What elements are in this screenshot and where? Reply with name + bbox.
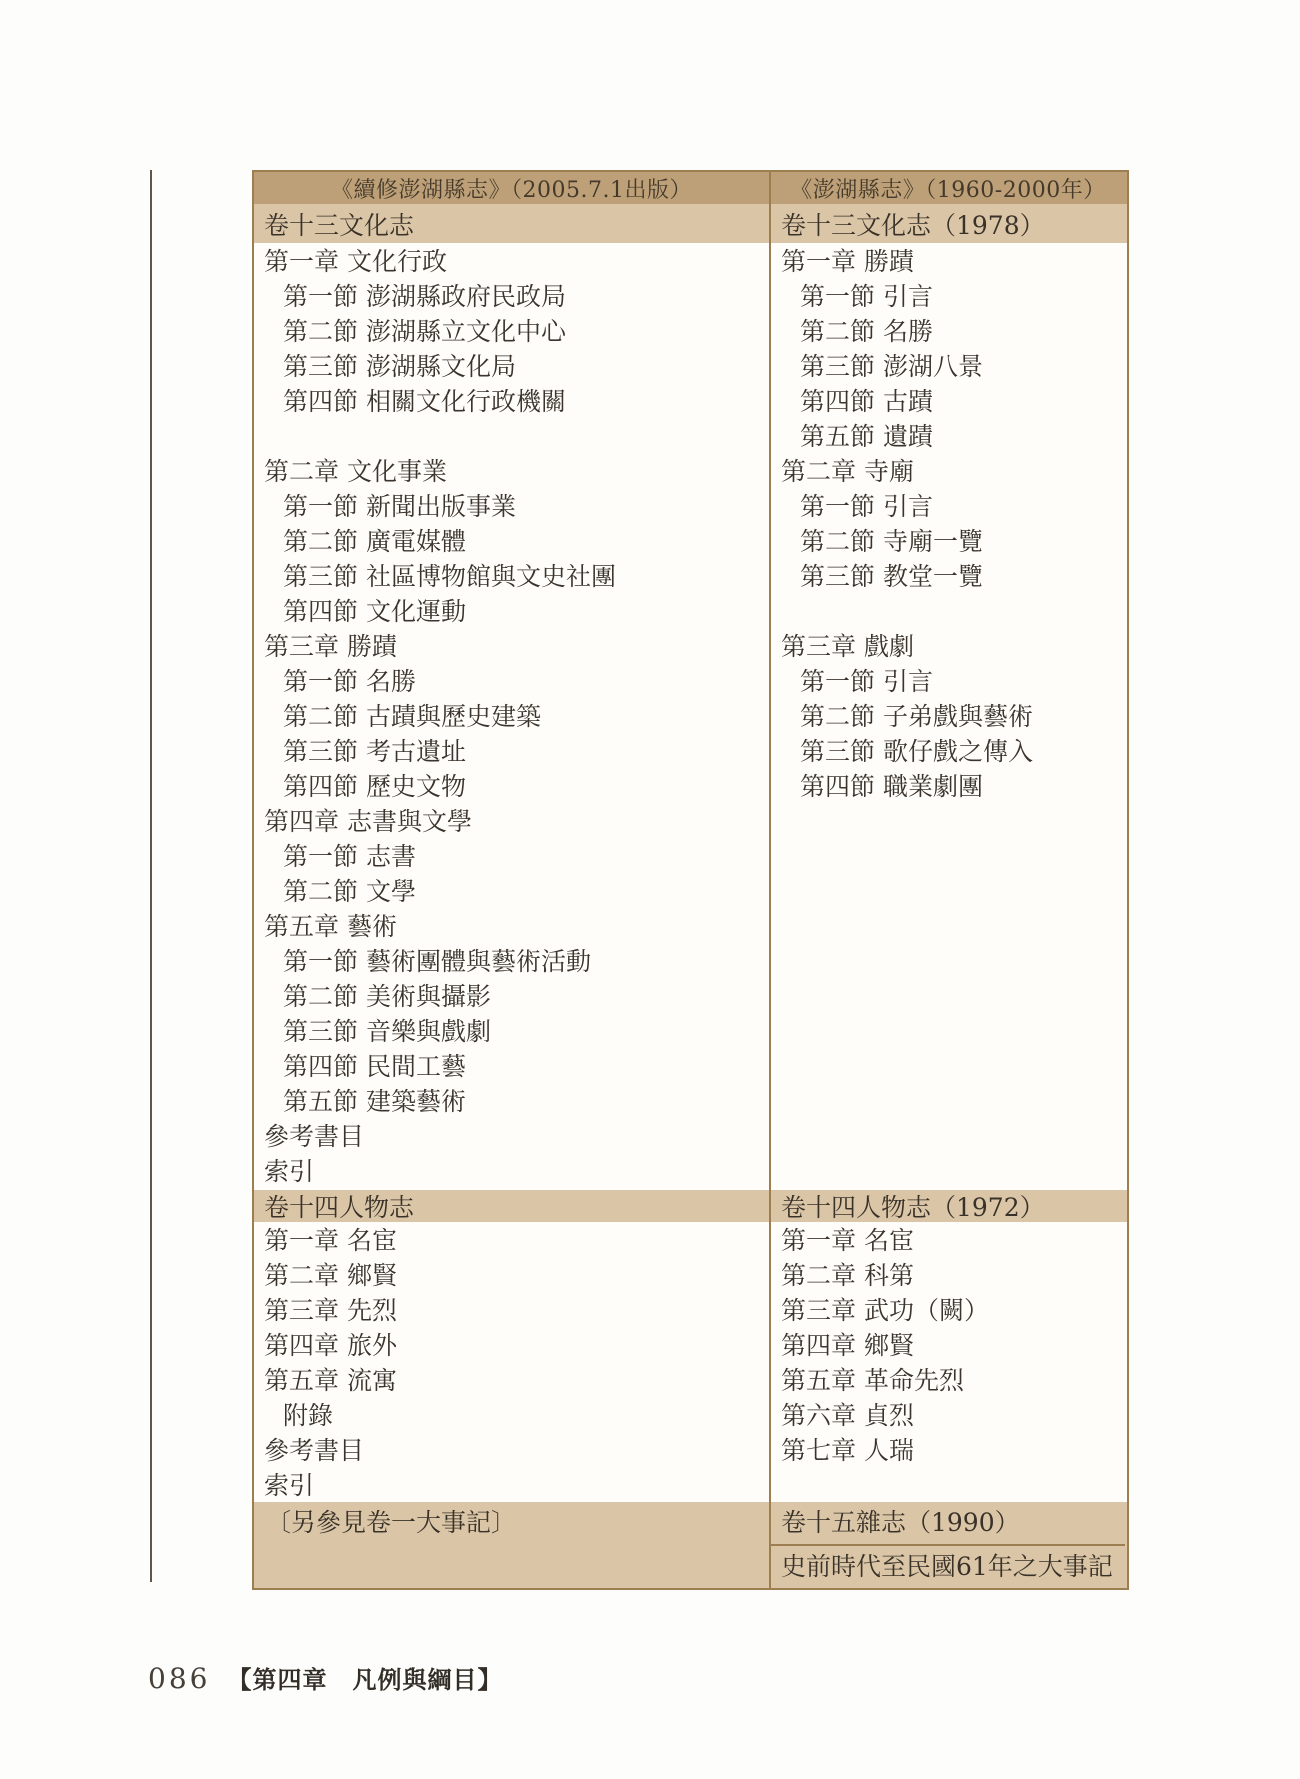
section-title-vol14-right: 卷十四人物志（1972） (781, 1193, 1045, 1222)
toc-line: 第二節 澎湖縣立文化中心 (283, 317, 566, 346)
toc-line: 第一章 名宦 (781, 1226, 914, 1255)
toc-line: 附錄 (283, 1401, 334, 1430)
toc-line: 第二章 科第 (781, 1261, 914, 1290)
toc-line: 第七章 人瑞 (781, 1436, 914, 1465)
toc-line: 第四節 相關文化行政機關 (283, 387, 566, 416)
toc-line: 第三章 先烈 (264, 1296, 397, 1325)
toc-line: 第三節 澎湖八景 (800, 352, 983, 381)
toc-line: 參考書目 (264, 1436, 365, 1465)
toc-line: 參考書目 (264, 1122, 365, 1151)
toc-line: 第一節 新聞出版事業 (283, 492, 516, 521)
section-content-vol14 (254, 1222, 1127, 1502)
toc-line: 第三節 音樂與戲劇 (283, 1017, 491, 1046)
toc-line: 第四節 職業劇團 (800, 772, 983, 801)
toc-line: 第一章 勝蹟 (781, 247, 914, 276)
section-title-vol13-right: 卷十三文化志（1978） (781, 210, 1045, 240)
toc-line: 第三節 社區博物館與文史社團 (283, 562, 616, 591)
blank-line (771, 594, 1125, 629)
toc-line: 第四章 鄉賢 (781, 1331, 914, 1360)
margin-rule (150, 170, 152, 1582)
toc-line: 第三節 澎湖縣文化局 (283, 352, 516, 381)
toc-line: 第一章 文化行政 (264, 247, 447, 276)
toc-line: 第二節 古蹟與歷史建築 (283, 702, 541, 731)
bottom-row-vol15 (254, 1502, 1127, 1588)
toc-vol14-left (254, 1222, 771, 1502)
blank-line (254, 419, 769, 454)
toc-vol13-right (771, 243, 1125, 1190)
toc-line: 第二節 名勝 (800, 317, 933, 346)
header-left-edition: 《續修澎湖縣志》（2005.7.1出版） (254, 172, 771, 204)
toc-line: 第五章 藝術 (264, 912, 397, 941)
section-title-vol13-left: 卷十三文化志 (254, 204, 771, 243)
toc-vol14-right (771, 1222, 1125, 1502)
toc-line: 第三節 歌仔戲之傳入 (800, 737, 1033, 766)
toc-line: 第一節 引言 (800, 282, 933, 311)
toc-line: 第三章 戲劇 (781, 632, 914, 661)
section-title-row-vol14 (254, 1190, 1127, 1222)
toc-line: 第二節 文學 (283, 877, 416, 906)
toc-line: 索引 (264, 1157, 315, 1186)
table-header-row (254, 172, 1127, 204)
toc-line: 第一節 志書 (283, 842, 416, 871)
toc-line: 第四節 古蹟 (800, 387, 933, 416)
toc-line: 第五節 建築藝術 (283, 1087, 466, 1116)
toc-line: 第三節 教堂一覽 (800, 562, 983, 591)
toc-line: 第一節 藝術團體與藝術活動 (283, 947, 591, 976)
toc-line: 第三章 武功（闕） (781, 1296, 989, 1325)
toc-line: 第三節 考古遺址 (283, 737, 466, 766)
section-content-vol13 (254, 243, 1127, 1190)
toc-line: 第四節 歷史文物 (283, 772, 466, 801)
toc-line: 第一節 引言 (800, 492, 933, 521)
toc-line: 第二章 鄉賢 (264, 1261, 397, 1290)
section-title-vol15: 卷十五雜志（1990） (771, 1502, 1125, 1546)
toc-line: 第一章 名宦 (264, 1226, 397, 1255)
toc-line: 第二節 寺廟一覽 (800, 527, 983, 556)
toc-line: 第三章 勝蹟 (264, 632, 397, 661)
page-number: 086 (148, 1662, 211, 1695)
toc-line: 第四章 志書與文學 (264, 807, 472, 836)
vol15-cell (771, 1502, 1125, 1588)
toc-line: 第一節 澎湖縣政府民政局 (283, 282, 566, 311)
toc-line: 第五章 流寓 (264, 1366, 397, 1395)
page-footer (148, 1660, 502, 1695)
toc-line: 第五章 革命先烈 (781, 1366, 964, 1395)
toc-line: 第一節 引言 (800, 667, 933, 696)
toc-line: 第四節 文化運動 (283, 597, 466, 626)
toc-vol13-left (254, 243, 771, 1190)
toc-line: 第一節 名勝 (283, 667, 416, 696)
section-title-vol14-left: 卷十四人物志 (254, 1190, 771, 1222)
toc-line: 第四章 旅外 (264, 1331, 397, 1360)
toc-line: 第四節 民間工藝 (283, 1052, 466, 1081)
toc-line: 第二節 廣電媒體 (283, 527, 466, 556)
vol15-entry: 史前時代至民國61年之大事記 (771, 1546, 1125, 1588)
cross-reference-note: 〔另參見卷一大事記〕 (254, 1502, 771, 1588)
toc-line: 第二節 美術與攝影 (283, 982, 491, 1011)
toc-line: 索引 (264, 1471, 315, 1500)
header-right-edition: 《澎湖縣志》（1960-2000年） (790, 177, 1106, 203)
toc-line: 第二節 子弟戲與藝術 (800, 702, 1033, 731)
section-title-row-vol13 (254, 204, 1127, 243)
chapter-label: 【第四章 凡例與綱目】 (227, 1665, 503, 1694)
toc-line: 第二章 寺廟 (781, 457, 914, 486)
toc-line: 第五節 遺蹟 (800, 422, 933, 451)
gazetteer-comparison-table (252, 170, 1129, 1590)
toc-line: 第二章 文化事業 (264, 457, 447, 486)
toc-line: 第六章 貞烈 (781, 1401, 914, 1430)
